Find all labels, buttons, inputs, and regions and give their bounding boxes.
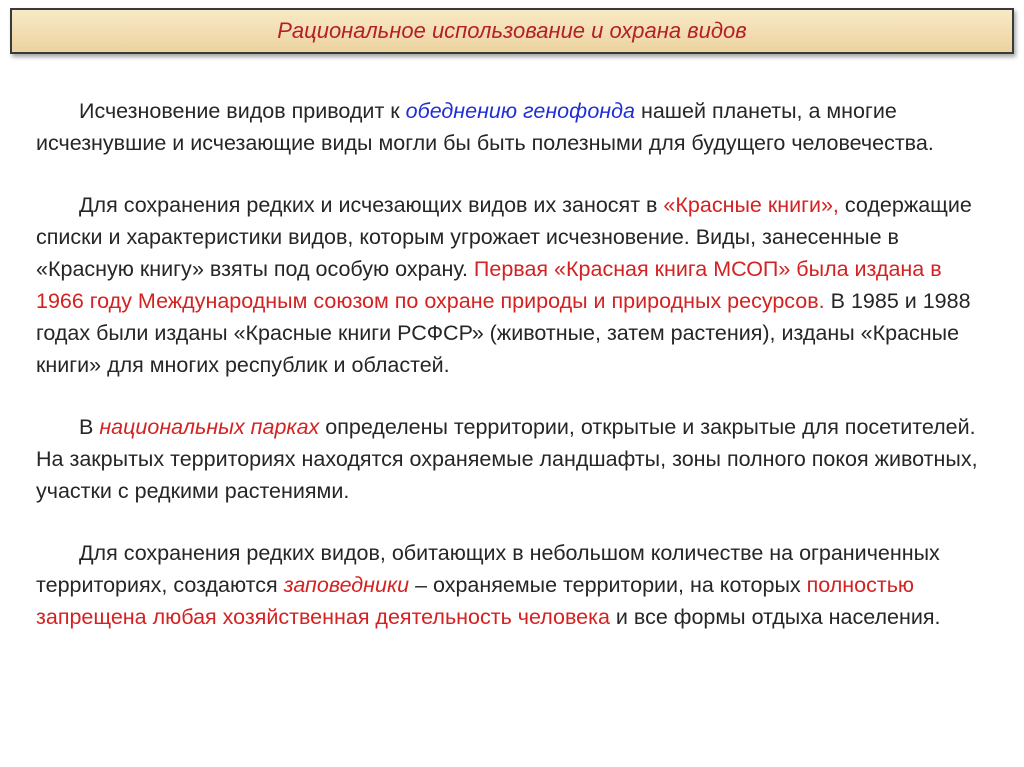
text: – охраняемые территории, на которых (409, 573, 807, 597)
text: Для сохранения редких видов, обитающих в небольшом количестве на ограниченных территориях, создаются (36, 541, 940, 597)
slide-body (36, 95, 986, 633)
highlight-ban: полностью запрещена любая хозяйственная деятельность человека (36, 573, 915, 629)
text: В 1985 и 1988 годах были изданы «Красные книги РСФСР» (животные, затем растения), изданы «Красные книги» для многих республик и областей. (36, 289, 971, 377)
paragraph-national-parks (36, 411, 986, 507)
text: определены территории, открытые и закрытые для посетителей. На закрытых территориях находятся охраняемые ландшафты, зоны полного покоя животных, участки с редкими растениями. (36, 415, 978, 503)
highlight-national-parks: национальных парках (99, 415, 320, 439)
highlight-iucn: Первая «Красная книга МСОП» была издана в 1966 году Международным союзом по охране природы и природных ресурсов. (36, 257, 942, 313)
paragraph-reserves (36, 537, 986, 633)
paragraph-red-books (36, 189, 986, 381)
slide-title-bar (10, 8, 1014, 54)
highlight-reserves: заповедники (283, 573, 410, 597)
text: Исчезновение видов приводит к (79, 99, 406, 123)
highlight-red-books: «Красные книги», (663, 193, 839, 217)
text: Для сохранения редких и исчезающих видов их заносят в (79, 193, 664, 217)
text: содержащие списки и характеристики видов, которым угрожает исчезновение. Виды, занесенные в «Красную книгу» взяты под особую охрану. (36, 193, 972, 281)
text: нашей планеты, а многие исчезнувшие и исчезающие виды могли бы быть полезными для будущего человечества. (36, 99, 934, 155)
text: и все формы отдыха населения. (609, 605, 941, 629)
text: В (79, 415, 100, 439)
slide-title: Рациональное использование и охрана видов (277, 18, 747, 43)
highlight-genofond: обеднению генофонда (405, 99, 635, 123)
paragraph-genofond (36, 95, 986, 159)
